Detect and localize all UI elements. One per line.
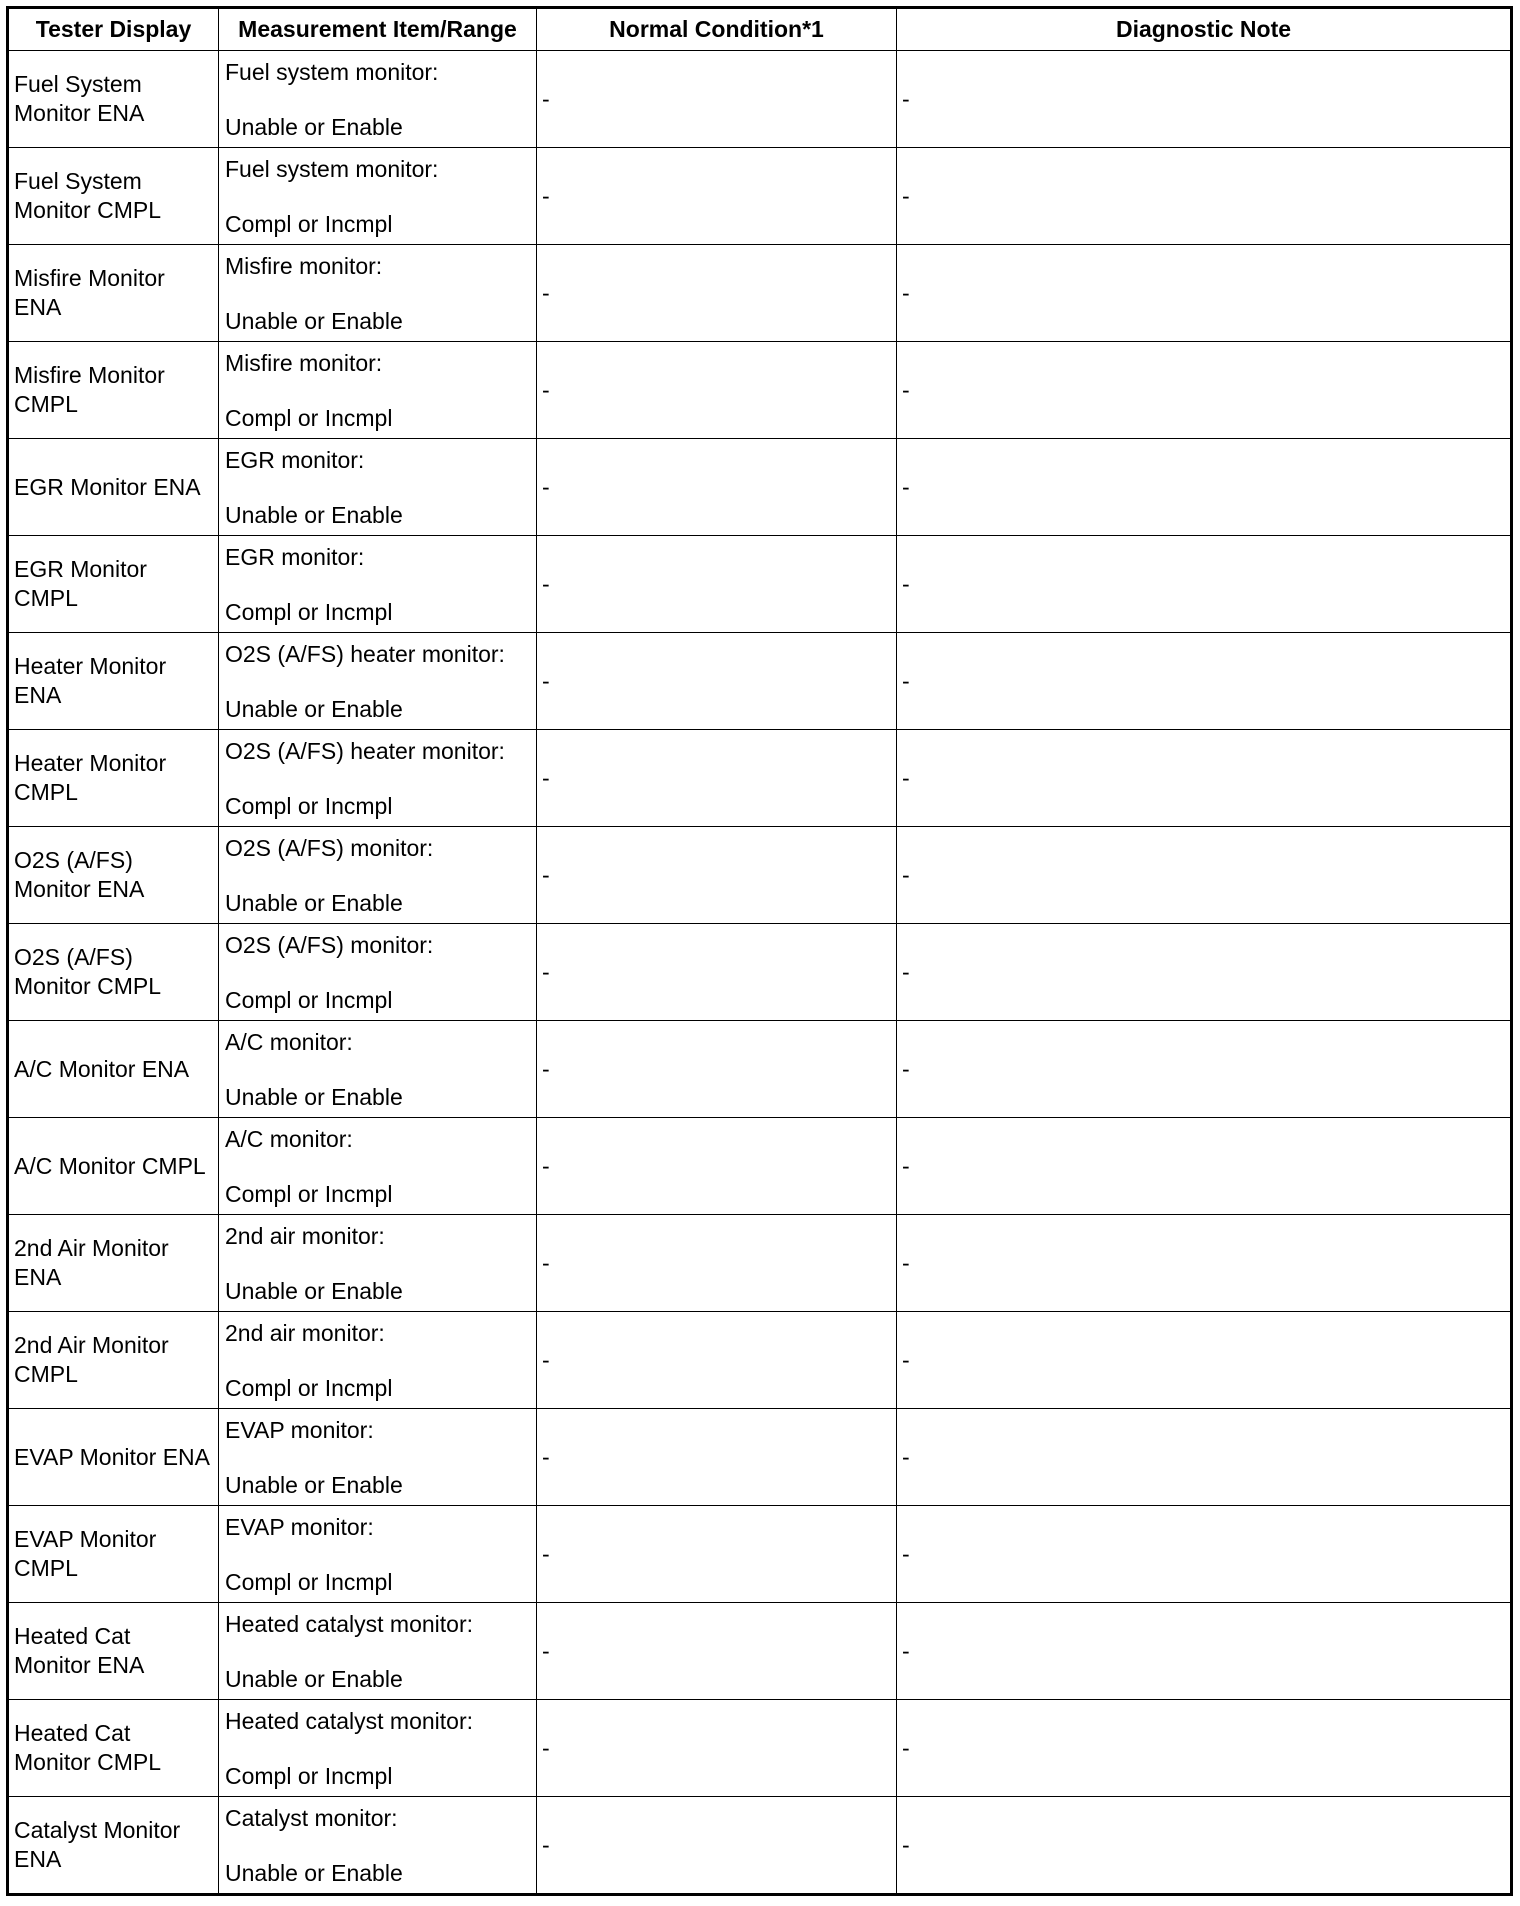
normal-condition-cell: - xyxy=(537,245,897,342)
header-diagnostic-note: Diagnostic Note xyxy=(897,8,1512,51)
tester-display-cell: 2nd Air Monitor CMPL xyxy=(8,1312,219,1409)
normal-condition-cell: - xyxy=(537,1700,897,1797)
normal-condition-cell: - xyxy=(537,1797,897,1895)
measurement-cell xyxy=(219,148,537,245)
table-row xyxy=(8,536,1512,633)
header-normal-condition: Normal Condition*1 xyxy=(537,8,897,51)
normal-condition-cell: - xyxy=(537,342,897,439)
measurement-range: Compl or Incmpl xyxy=(225,599,393,625)
measurement-cell xyxy=(219,439,537,536)
tester-display-cell: EVAP Monitor ENA xyxy=(8,1409,219,1506)
normal-condition-cell: - xyxy=(537,1312,897,1409)
normal-condition-cell: - xyxy=(537,1215,897,1312)
diagnostic-note-cell: - xyxy=(897,536,1512,633)
measurement-cell xyxy=(219,924,537,1021)
normal-condition-cell: - xyxy=(537,1506,897,1603)
measurement-cell xyxy=(219,1603,537,1700)
normal-condition-cell: - xyxy=(537,51,897,148)
measurement-range: Compl or Incmpl xyxy=(225,1375,393,1401)
table-row xyxy=(8,245,1512,342)
diagnostic-note-cell: - xyxy=(897,1797,1512,1895)
tester-display-cell: Misfire Monitor CMPL xyxy=(8,342,219,439)
diagnostic-note-cell: - xyxy=(897,924,1512,1021)
measurement-range: Compl or Incmpl xyxy=(225,211,393,237)
table-row xyxy=(8,439,1512,536)
measurement-item: O2S (A/FS) monitor: xyxy=(225,932,434,958)
normal-condition-cell: - xyxy=(537,1118,897,1215)
diagnostic-note-cell: - xyxy=(897,1700,1512,1797)
measurement-item: Fuel system monitor: xyxy=(225,156,439,182)
table-row xyxy=(8,1700,1512,1797)
measurement-item: Catalyst monitor: xyxy=(225,1805,398,1831)
tester-display-cell: EVAP Monitor CMPL xyxy=(8,1506,219,1603)
normal-condition-cell: - xyxy=(537,1021,897,1118)
measurement-cell xyxy=(219,633,537,730)
measurement-cell xyxy=(219,1215,537,1312)
measurement-item: Heated catalyst monitor: xyxy=(225,1708,474,1734)
header-measurement-item: Measurement Item/Range xyxy=(219,8,537,51)
table-row xyxy=(8,148,1512,245)
measurement-range: Compl or Incmpl xyxy=(225,1569,393,1595)
measurement-item: 2nd air monitor: xyxy=(225,1223,385,1249)
measurement-range: Compl or Incmpl xyxy=(225,793,393,819)
table-row xyxy=(8,342,1512,439)
diagnostic-note-cell: - xyxy=(897,1603,1512,1700)
tester-display-cell: O2S (A/FS) Monitor ENA xyxy=(8,827,219,924)
normal-condition-cell: - xyxy=(537,827,897,924)
table-row xyxy=(8,1215,1512,1312)
measurement-cell xyxy=(219,1797,537,1895)
measurement-cell xyxy=(219,1506,537,1603)
tester-display-cell: Misfire Monitor ENA xyxy=(8,245,219,342)
measurement-cell xyxy=(219,51,537,148)
measurement-cell xyxy=(219,536,537,633)
table-row xyxy=(8,730,1512,827)
diagnostic-note-cell: - xyxy=(897,1118,1512,1215)
measurement-cell xyxy=(219,1700,537,1797)
table-row xyxy=(8,1506,1512,1603)
measurement-item: O2S (A/FS) heater monitor: xyxy=(225,641,505,667)
tester-display-cell: A/C Monitor CMPL xyxy=(8,1118,219,1215)
tester-display-cell: EGR Monitor ENA xyxy=(8,439,219,536)
measurement-cell xyxy=(219,342,537,439)
measurement-range: Unable or Enable xyxy=(225,890,403,916)
measurement-cell xyxy=(219,1312,537,1409)
diagnostic-note-cell: - xyxy=(897,439,1512,536)
tester-display-cell: 2nd Air Monitor ENA xyxy=(8,1215,219,1312)
diagnostic-note-cell: - xyxy=(897,730,1512,827)
normal-condition-cell: - xyxy=(537,1409,897,1506)
measurement-range: Unable or Enable xyxy=(225,308,403,334)
measurement-cell xyxy=(219,1021,537,1118)
diagnostic-note-cell: - xyxy=(897,51,1512,148)
diagnostic-note-cell: - xyxy=(897,633,1512,730)
table-row xyxy=(8,827,1512,924)
measurement-range: Unable or Enable xyxy=(225,114,403,140)
measurement-range: Unable or Enable xyxy=(225,1860,403,1886)
diagnostic-note-cell: - xyxy=(897,1021,1512,1118)
measurement-range: Compl or Incmpl xyxy=(225,987,393,1013)
normal-condition-cell: - xyxy=(537,1603,897,1700)
diagnostic-note-cell: - xyxy=(897,342,1512,439)
diagnostic-data-table xyxy=(6,6,1513,1896)
measurement-item: EVAP monitor: xyxy=(225,1514,374,1540)
measurement-range: Unable or Enable xyxy=(225,1666,403,1692)
measurement-cell xyxy=(219,1118,537,1215)
measurement-item: EGR monitor: xyxy=(225,447,365,473)
tester-display-cell: Fuel System Monitor ENA xyxy=(8,51,219,148)
measurement-item: Heated catalyst monitor: xyxy=(225,1611,474,1637)
measurement-item: 2nd air monitor: xyxy=(225,1320,385,1346)
measurement-range: Unable or Enable xyxy=(225,696,403,722)
header-row xyxy=(8,8,1512,51)
tester-display-cell: Catalyst Monitor ENA xyxy=(8,1797,219,1895)
tester-display-cell: Heated Cat Monitor ENA xyxy=(8,1603,219,1700)
tester-display-cell: A/C Monitor ENA xyxy=(8,1021,219,1118)
tester-display-cell: EGR Monitor CMPL xyxy=(8,536,219,633)
diagnostic-note-cell: - xyxy=(897,1506,1512,1603)
measurement-cell xyxy=(219,730,537,827)
tester-display-cell: O2S (A/FS) Monitor CMPL xyxy=(8,924,219,1021)
table-row xyxy=(8,1021,1512,1118)
tester-display-cell: Heater Monitor ENA xyxy=(8,633,219,730)
normal-condition-cell: - xyxy=(537,924,897,1021)
table-row xyxy=(8,51,1512,148)
tester-display-cell: Fuel System Monitor CMPL xyxy=(8,148,219,245)
measurement-item: EGR monitor: xyxy=(225,544,365,570)
measurement-range: Unable or Enable xyxy=(225,1278,403,1304)
measurement-item: Misfire monitor: xyxy=(225,350,383,376)
diagnostic-note-cell: - xyxy=(897,1215,1512,1312)
table-row xyxy=(8,633,1512,730)
measurement-cell xyxy=(219,827,537,924)
normal-condition-cell: - xyxy=(537,148,897,245)
header-tester-display: Tester Display xyxy=(8,8,219,51)
measurement-item: O2S (A/FS) heater monitor: xyxy=(225,738,505,764)
measurement-item: Misfire monitor: xyxy=(225,253,383,279)
table-row xyxy=(8,1409,1512,1506)
measurement-range: Compl or Incmpl xyxy=(225,1763,393,1789)
table-row xyxy=(8,1603,1512,1700)
measurement-item: O2S (A/FS) monitor: xyxy=(225,835,434,861)
measurement-range: Compl or Incmpl xyxy=(225,1181,393,1207)
diagnostic-note-cell: - xyxy=(897,148,1512,245)
measurement-item: Fuel system monitor: xyxy=(225,59,439,85)
table-row xyxy=(8,1797,1512,1895)
measurement-range: Compl or Incmpl xyxy=(225,405,393,431)
table-row xyxy=(8,1312,1512,1409)
measurement-range: Unable or Enable xyxy=(225,1472,403,1498)
normal-condition-cell: - xyxy=(537,730,897,827)
normal-condition-cell: - xyxy=(537,536,897,633)
measurement-item: A/C monitor: xyxy=(225,1126,353,1152)
diagnostic-note-cell: - xyxy=(897,1409,1512,1506)
normal-condition-cell: - xyxy=(537,439,897,536)
diagnostic-note-cell: - xyxy=(897,245,1512,342)
diagnostic-note-cell: - xyxy=(897,1312,1512,1409)
measurement-cell xyxy=(219,245,537,342)
normal-condition-cell: - xyxy=(537,633,897,730)
table-row xyxy=(8,1118,1512,1215)
tester-display-cell: Heated Cat Monitor CMPL xyxy=(8,1700,219,1797)
measurement-cell xyxy=(219,1409,537,1506)
measurement-range: Unable or Enable xyxy=(225,502,403,528)
tester-display-cell: Heater Monitor CMPL xyxy=(8,730,219,827)
diagnostic-note-cell: - xyxy=(897,827,1512,924)
table-row xyxy=(8,924,1512,1021)
measurement-item: A/C monitor: xyxy=(225,1029,353,1055)
measurement-item: EVAP monitor: xyxy=(225,1417,374,1443)
measurement-range: Unable or Enable xyxy=(225,1084,403,1110)
